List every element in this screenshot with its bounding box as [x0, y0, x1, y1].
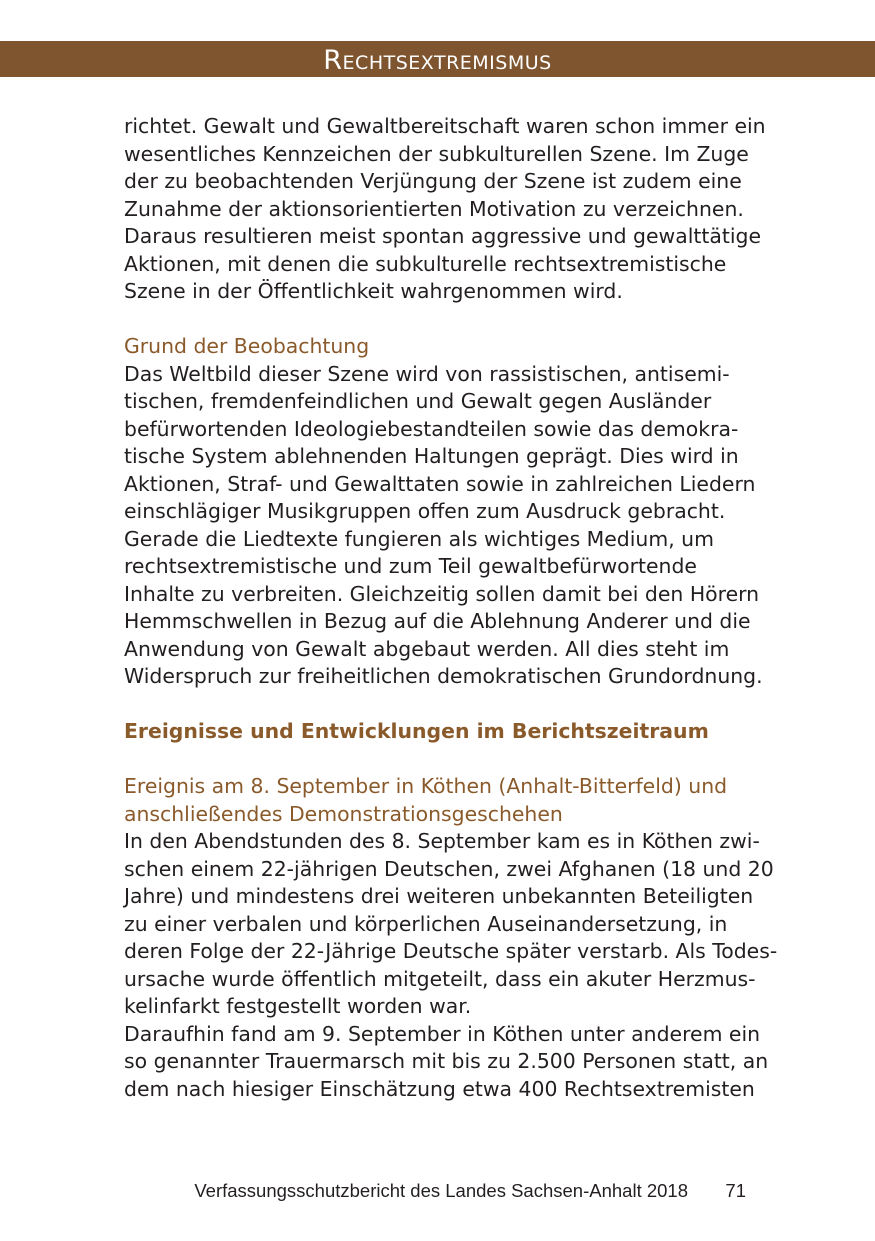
text-line: Widerspruch zur freiheitlichen demokratischen Grundordnung.	[124, 664, 763, 688]
koethen-heading	[124, 773, 756, 828]
text-line: Szene in der Öffentlichkeit wahrgenommen wird.	[124, 279, 623, 303]
text-line: einschlägiger Musikgruppen offen zum Ausdruck gebracht.	[124, 499, 726, 523]
text-line: Gerade die Liedtexte fungieren als wichtiges Medium, um	[124, 526, 714, 551]
text-line: richtet. Gewalt und Gewaltbereitschaft waren schon immer ein	[124, 114, 766, 138]
text-line: tische System ablehnenden Haltungen geprägt. Dies wird in	[124, 444, 739, 468]
text-line: so genannter Trauermarsch mit bis zu 2.500 Personen statt, an	[124, 1049, 769, 1073]
footer-publication-title: Verfassungsschutzbericht des Landes Sachsen-Anhalt 2018	[194, 1180, 688, 1201]
ereignisse-section-title: Ereignisse und Entwicklungen im Berichtszeitraum	[124, 719, 709, 743]
page-content	[124, 113, 778, 1103]
koethen-paragraph	[124, 828, 778, 1103]
chapter-title: Rechtsextremismus	[323, 45, 552, 76]
text-line: zu einer verbalen und körperlichen Auseinandersetzung, in	[124, 911, 728, 936]
text-line: Aktionen, Straf- und Gewalttaten sowie in zahlreichen Liedern	[124, 471, 756, 496]
text-line: Jahre) und mindestens drei weiteren unbekannten Beteiligten	[124, 884, 754, 908]
text-line: Zunahme der aktionsorientierten Motivation zu verzeichnen.	[124, 196, 744, 221]
text-line: schen einem 22-jährigen Deutschen, zwei Afghanen (18 und 20	[124, 856, 774, 881]
grund-paragraph	[124, 361, 763, 691]
heading-line: anschließendes Demonstrationsgeschehen	[124, 801, 563, 826]
text-line: In den Abendstunden des 8. September kam es in Köthen zwi-	[124, 829, 760, 853]
page-number: 71	[725, 1180, 746, 1201]
text-line: rechtsextremistische und zum Teil gewaltbefürwortende	[124, 554, 697, 578]
text-line: Aktionen, mit denen die subkulturelle rechtsextremistische	[124, 251, 727, 276]
text-line: Anwendung von Gewalt abgebaut werden. All dies steht im	[124, 636, 730, 661]
heading-line: Ereignis am 8. September in Köthen (Anhalt-Bitterfeld) und	[124, 774, 728, 798]
text-line: Daraufhin fand am 9. September in Köthen unter anderem ein	[124, 1021, 761, 1046]
text-line: der zu beobachtenden Verjüngung der Szene ist zudem eine	[124, 169, 742, 193]
text-line: Hemmschwellen in Bezug auf die Ablehnung Anderer und die	[124, 609, 751, 633]
text-line: Inhalte zu verbreiten. Gleichzeitig sollen damit bei den Hörern	[124, 581, 760, 606]
chapter-header	[0, 41, 875, 77]
text-line: deren Folge der 22-Jährige Deutsche später verstarb. Als Todes-	[124, 939, 778, 963]
text-line: dem nach hiesiger Einschätzung etwa 400 Rechtsextremisten	[124, 1076, 755, 1101]
text-line: wesentliches Kennzeichen der subkulturellen Szene. Im Zuge	[124, 141, 749, 166]
text-line: Daraus resultieren meist spontan aggressive und gewalttätige	[124, 224, 762, 248]
intro-paragraph	[124, 113, 766, 306]
text-line: kelinfarkt festgestellt worden war.	[124, 994, 472, 1018]
text-line: Das Weltbild dieser Szene wird von rassistischen, antisemi-	[124, 361, 730, 386]
text-line: tischen, fremdenfeindlichen und Gewalt gegen Ausländer	[124, 389, 712, 413]
text-line: ursache wurde öffentlich mitgeteilt, dass ein akuter Herzmus-	[124, 966, 756, 991]
grund-heading: Grund der Beobachtung	[124, 334, 370, 358]
text-line: befürwortenden Ideologiebestandteilen sowie das demokra-	[124, 416, 739, 441]
